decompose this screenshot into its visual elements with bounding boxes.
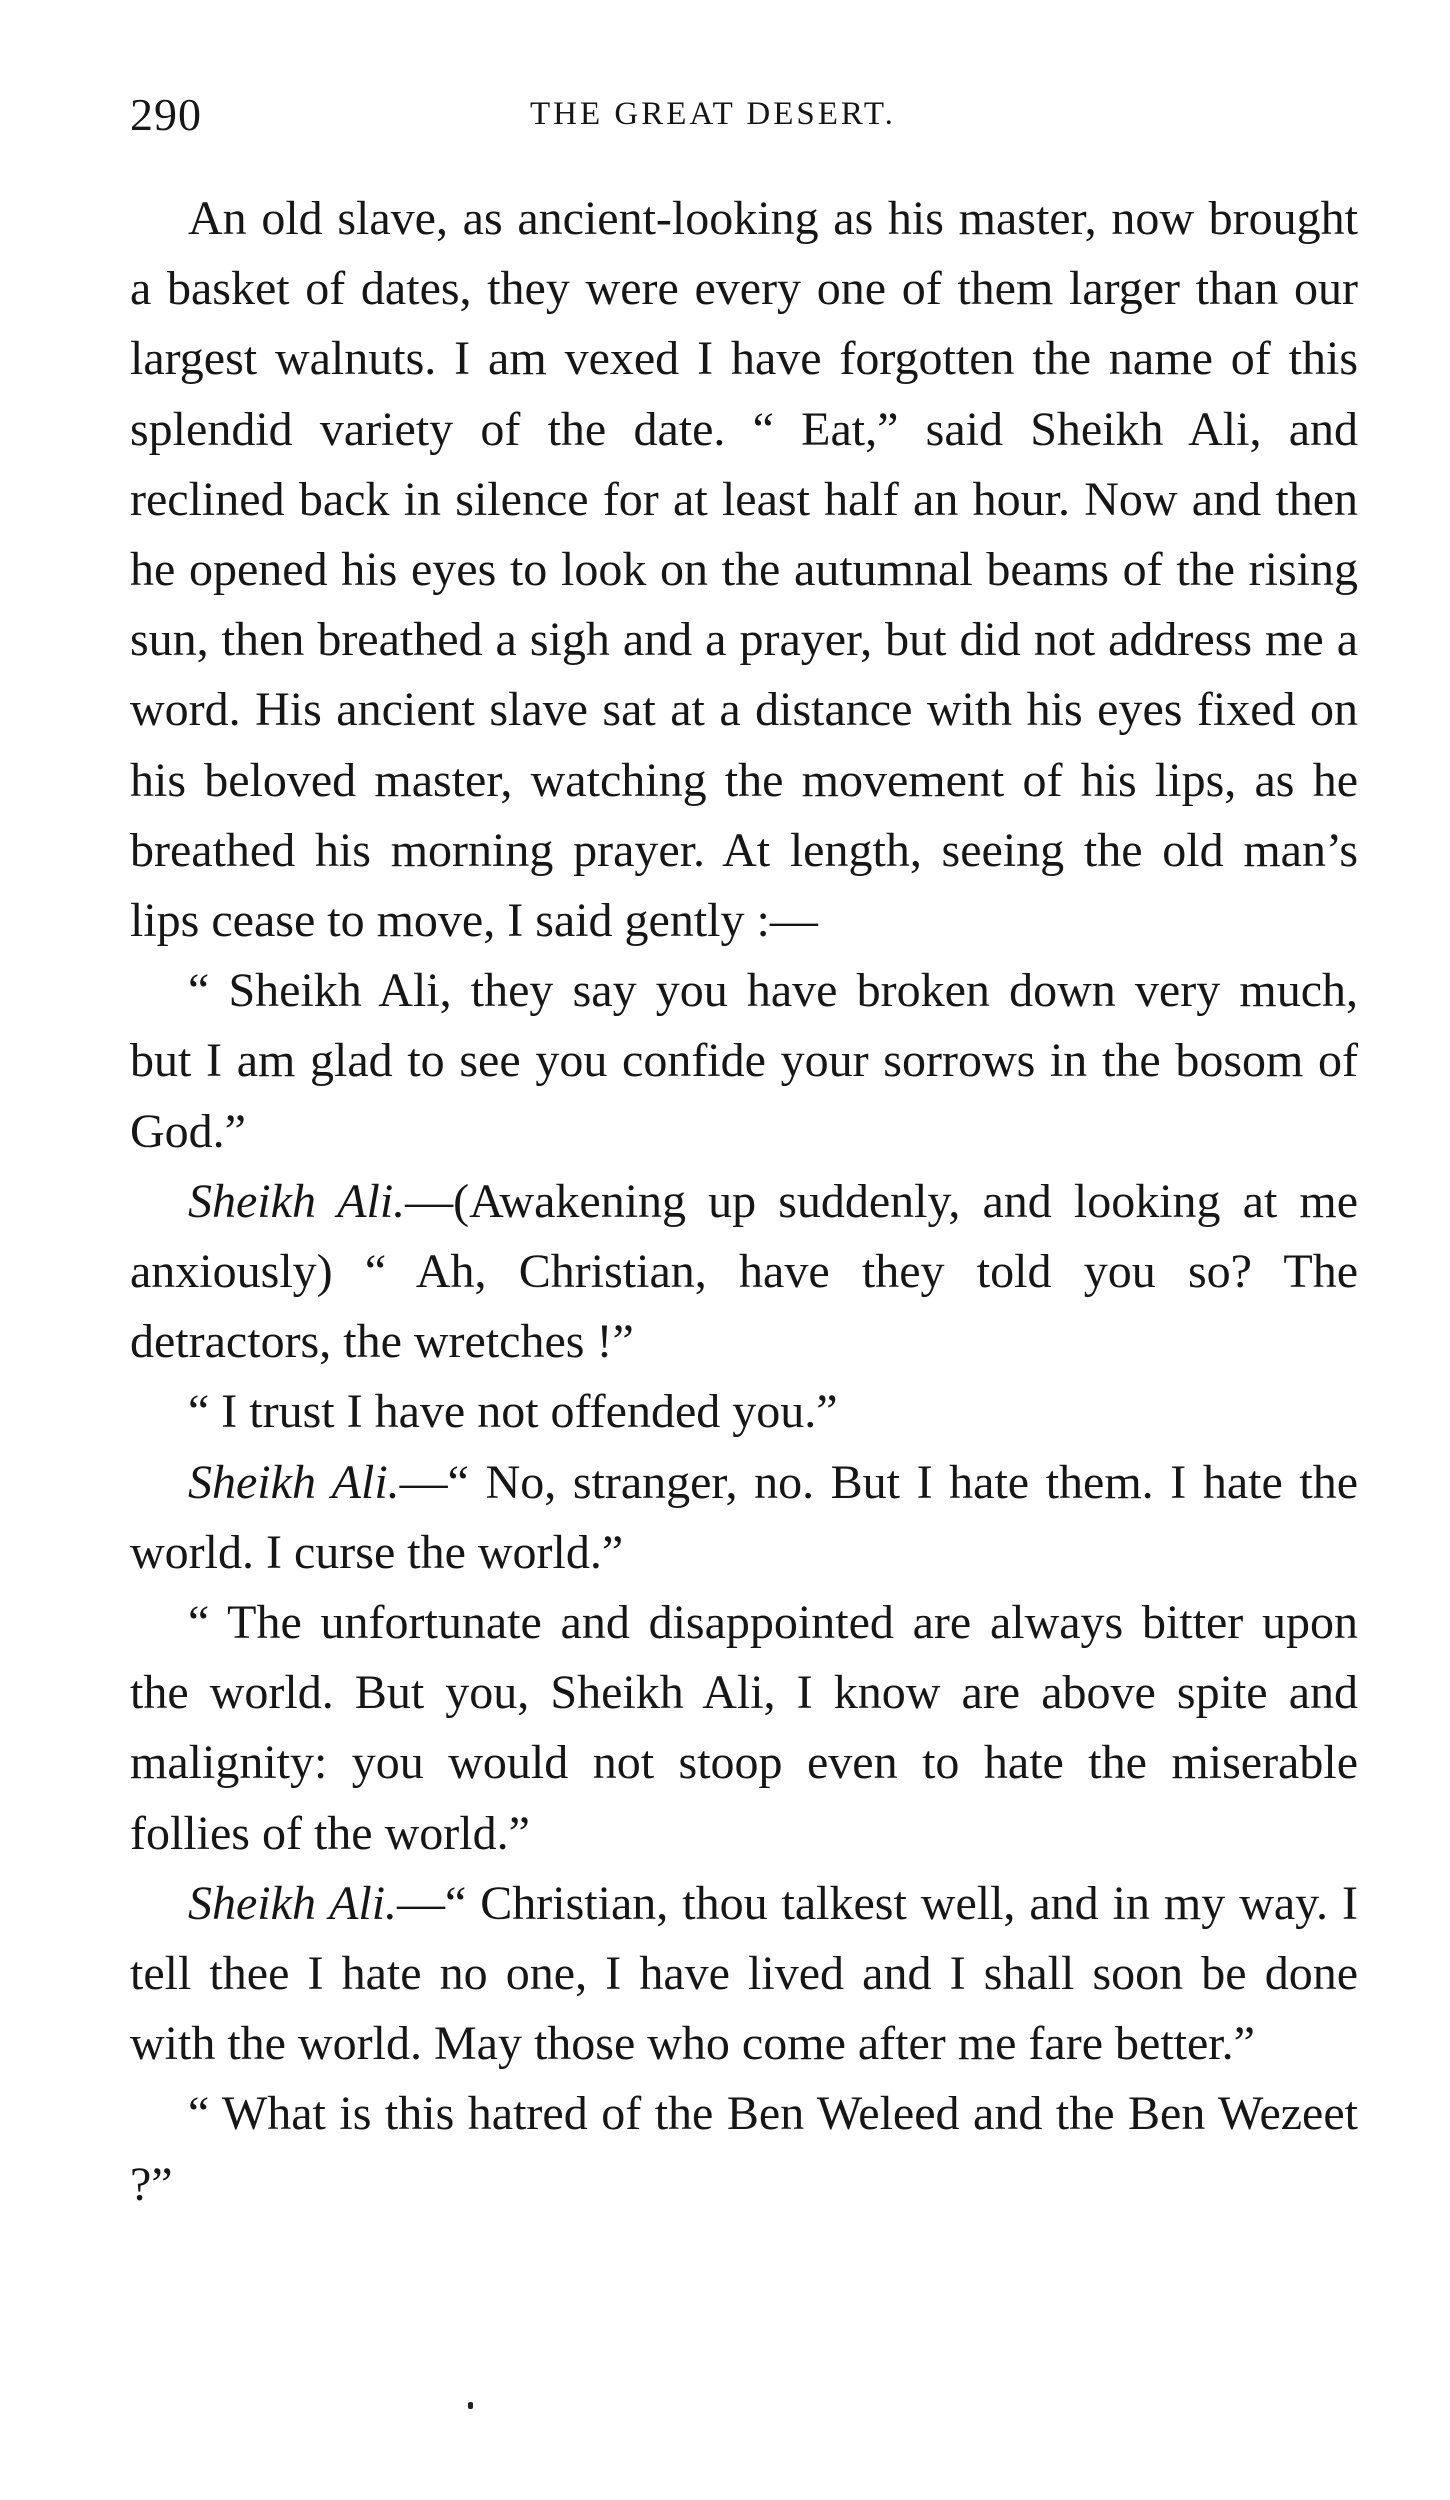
speaker-name: Sheikh Ali. — [188, 1455, 400, 1509]
running-head — [130, 88, 1350, 148]
page-number: 290 — [130, 89, 202, 140]
paragraph-dialogue — [130, 1869, 1358, 2080]
paragraph-text: “ I trust I have not offended you.” — [188, 1385, 838, 1439]
speaker-name: Sheikh Ali. — [188, 1876, 398, 1930]
paragraph-dialogue — [130, 2079, 1358, 2219]
paragraph-text: “ What is this hatred of the Ben Weleed and the Ben Wezeet ?” — [130, 2087, 1358, 2211]
paragraph-text: —“ Christian, thou talkest well, and in my way. I tell thee I hate no one, I have lived and I shall soon be done with the world. May those who come after me fare better.” — [130, 1876, 1358, 2071]
paragraph-dialogue — [130, 1588, 1358, 1869]
paragraph-dialogue — [130, 1377, 1358, 1447]
speaker-name: Sheikh Ali. — [188, 1174, 406, 1228]
paragraph-text: —(Awakening up suddenly, and looking at me anxiously) “ Ah, Christian, have they told you so? The detractors, the wretches !” — [130, 1174, 1359, 1369]
paragraph-dialogue — [130, 956, 1358, 1167]
body-text — [130, 184, 1358, 2220]
print-speck — [468, 2402, 473, 2409]
paragraph-dialogue — [130, 1448, 1358, 1588]
paragraph-dialogue — [130, 1167, 1358, 1378]
paragraph-text: An old slave, as ancient-looking as his master, now brought a basket of dates, they were every one of them larger than our largest walnuts. I am vexed I have forgotten the name of this splendid variety of the date. “ Eat,” said Sheikh Ali, and reclined back in silence for at least half an hour. Now and then he opened his eyes to look on the autumnal beams of the rising sun, then breathed a sigh and a prayer, but did not address me a word. His ancient slave sat at a distance with his eyes fixed on his beloved master, watching the movement of his lips, as he breathed his morning prayer. At length, seeing the old man’s lips cease to move, I said gently :— — [130, 192, 1358, 948]
paragraph-text: “ Sheikh Ali, they say you have broken down very much, but I am glad to see you confide your sorrows in the bosom of God.” — [130, 964, 1358, 1158]
paragraph-text: —“ No, stranger, no. But I hate them. I hate the world. I curse the world.” — [130, 1455, 1359, 1579]
paragraph-narration — [130, 184, 1358, 956]
running-title: THE GREAT DESERT. — [530, 96, 896, 132]
paragraph-text: “ The unfortunate and disappointed are always bitter upon the world. But you, Sheikh Ali, I know are above spite and malignity: you would not stoop even to hate the miserable follies of the world.” — [130, 1596, 1358, 1860]
